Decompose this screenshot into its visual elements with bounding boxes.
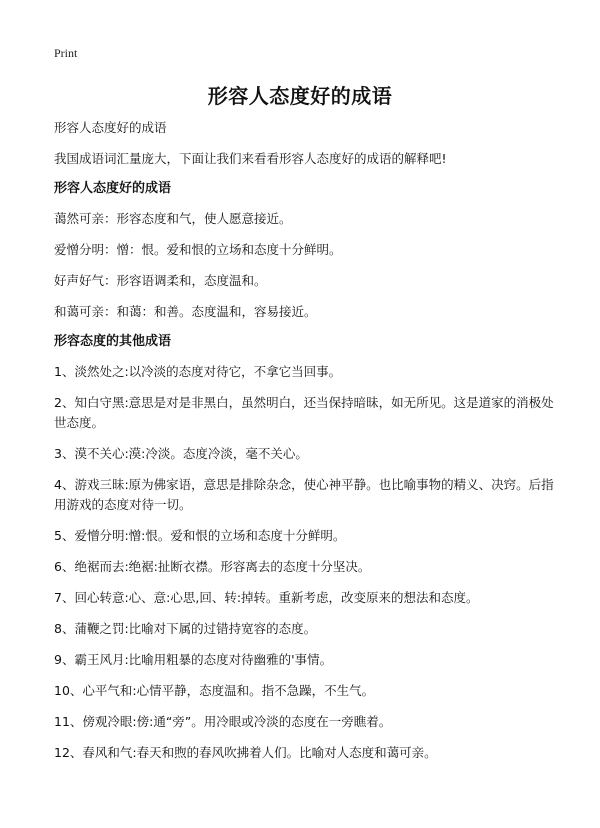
idiom-list-item: 11、傍观冷眼:傍:通“旁”。用冷眼或冷淡的态度在一旁瞧着。 [54,714,392,729]
idiom-entry: 蔼然可亲：形容态度和气，使人愿意接近。 [54,211,292,226]
idiom-entry: 好声好气：形容语调柔和，态度温和。 [54,273,267,288]
document-body [54,118,554,774]
section-heading-good-attitude: 形容人态度好的成语 [54,181,172,196]
intro-paragraph: 我国成语词汇量庞大，下面让我们来看看形容人态度好的成语的解释吧! [54,151,447,166]
idiom-entry: 爱憎分明：憎：恨。爱和恨的立场和态度十分鲜明。 [54,242,342,257]
print-link[interactable]: Print [54,46,78,60]
idiom-entry: 和蔼可亲：和蔼：和善。态度温和，容易接近。 [54,304,317,319]
document-subtitle: 形容人态度好的成语 [54,120,167,135]
page-title: 形容人态度好的成语 [207,84,393,108]
idiom-list-item: 4、游戏三昧:原为佛家语，意思是排除杂念，使心神平静。也比喻事物的精义、决窍。后指用游戏的态度对待一切。 [54,477,554,512]
idiom-list-item: 1、淡然处之:以冷淡的态度对待它，不拿它当回事。 [54,364,342,379]
idiom-list-item: 9、霸王风月:比喻用粗暴的态度对待幽雅的'事情。 [54,652,333,667]
idiom-list-item: 12、春风和气:春天和煦的春风吹拂着人们。比喻对人态度和蔼可亲。 [54,745,437,760]
idiom-list-item: 7、回心转意:心、意:心思,回、转:掉转。重新考虑，改变原来的想法和态度。 [54,590,479,605]
idiom-list-item: 8、蒲鞭之罚:比喻对下属的过错持宽容的态度。 [54,621,317,636]
idiom-list-item: 10、心平气和:心情平静，态度温和。指不急躁，不生气。 [54,683,375,698]
idiom-list-item: 5、爱憎分明:憎:恨。爱和恨的立场和态度十分鲜明。 [54,528,346,543]
section-heading-other-attitude: 形容态度的其他成语 [54,334,172,349]
idiom-list-item: 6、绝裾而去:绝裾:扯断衣襟。形容离去的态度十分坚决。 [54,559,371,574]
idiom-list-item: 2、知白守黑:意思是对是非黑白，虽然明白，还当保持暗昧，如无所见。这是道家的消极处世态度。 [54,395,554,430]
idiom-list-item: 3、漠不关心:漠:冷淡。态度冷淡，毫不关心。 [54,446,308,461]
